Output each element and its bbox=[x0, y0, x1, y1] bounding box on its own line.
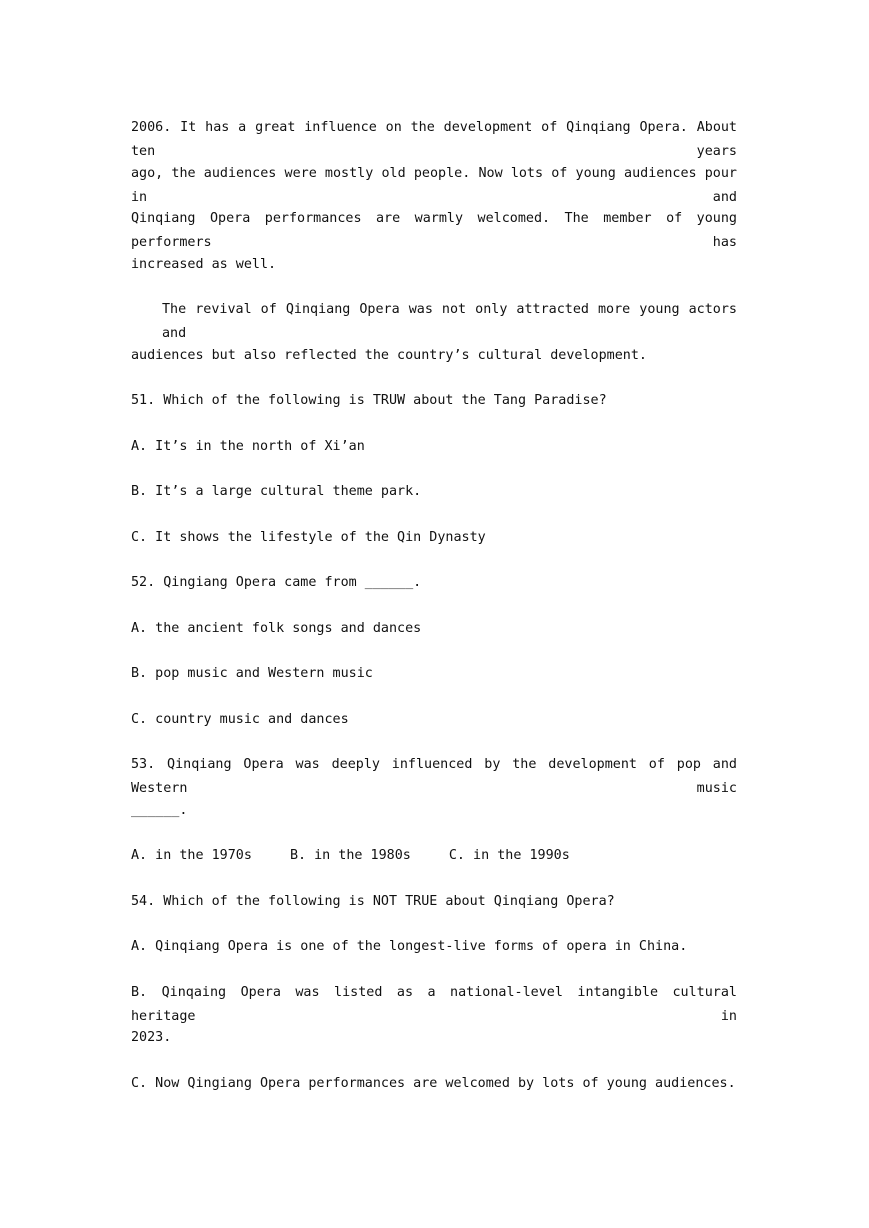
question-54-option-c: C. Now Qingiang Opera performances are welcomed by lots of young audiences. bbox=[131, 1075, 736, 1091]
question-51-option-c: C. It shows the lifestyle of the Qin Dynasty bbox=[131, 529, 486, 545]
question-53-stem-continued: ______. bbox=[131, 802, 188, 818]
question-53-option-b: B. in the 1980s bbox=[289, 848, 411, 863]
passage-line: The revival of Qinqiang Opera was not only attracted more young actors and bbox=[162, 302, 737, 341]
passage-line: Qinqiang Opera performances are warmly welcomed. The member of young performers has bbox=[131, 211, 737, 250]
question-51-option-b: B. It’s a large cultural theme park. bbox=[131, 484, 422, 499]
passage-line: ago, the audiences were mostly old people. Now lots of young audiences pour in and bbox=[131, 165, 737, 205]
question-51-stem: 51. Which of the following is TRUW about the Tang Paradise? bbox=[131, 393, 607, 408]
question-54-option-b: B. Qinqaing Opera was listed as a national-level intangible cultural heritage in bbox=[131, 984, 737, 1024]
passage-line: audiences but also reflected the country’s cultural development. bbox=[131, 347, 647, 363]
question-52-option-b: B. pop music and Western music bbox=[131, 666, 373, 681]
question-52-stem: 52. Qingiang Opera came from ______. bbox=[131, 575, 422, 590]
passage-line: 2006. It has a great influence on the development of Qinqiang Opera. About ten years bbox=[131, 120, 737, 159]
question-54-option-b-continued: 2023. bbox=[131, 1030, 172, 1045]
question-54-option-a: A. Qinqiang Opera is one of the longest-live forms of opera in China. bbox=[131, 939, 688, 954]
question-52-option-a: A. the ancient folk songs and dances bbox=[131, 620, 422, 636]
question-53-option-a: A. in the 1970s bbox=[131, 848, 252, 863]
question-52-option-c: C. country music and dances bbox=[131, 711, 349, 727]
document-page bbox=[131, 116, 737, 1117]
question-54-stem: 54. Which of the following is NOT TRUE about Qinqiang Opera? bbox=[131, 893, 615, 909]
question-53-options bbox=[131, 844, 737, 890]
question-53-stem: 53. Qinqiang Opera was deeply influenced by the development of pop and Western music bbox=[131, 757, 737, 796]
question-51-option-a: A. It’s in the north of Xi’an bbox=[131, 438, 365, 454]
question-53-option-c: C. in the 1990s bbox=[448, 848, 570, 863]
passage-line: increased as well. bbox=[131, 256, 277, 272]
